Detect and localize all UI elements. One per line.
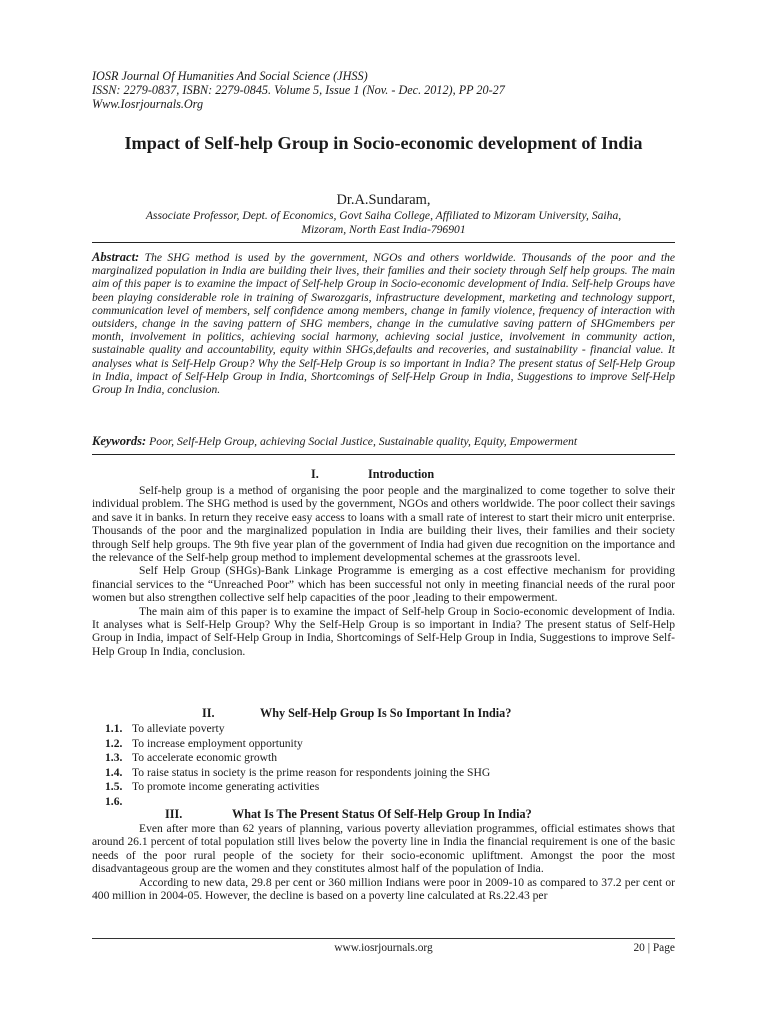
paragraph: The main aim of this paper is to examine the impact of Self-help Group in Socio-economic development of India. It analyses what is Self-Help Group? Why the Self-Help Group is so important in India? The present status of Self-Help Group in India, impact of Self-Help Group in India, Shortcomings of Self-Help Group in India, Suggestions to improve Self-Help Group In India, conclusion. bbox=[92, 604, 675, 658]
paper-title: Impact of Self-help Group in Socio-economic development of India bbox=[124, 133, 643, 153]
footer-url: www.iosrjournals.org bbox=[334, 942, 433, 954]
journal-header bbox=[92, 69, 675, 112]
list-number: 1.1. bbox=[105, 722, 123, 735]
list-text: To accelerate economic growth bbox=[132, 751, 278, 765]
section-title: Why Self-Help Group Is So Important In India? bbox=[260, 706, 512, 720]
keywords-bottom-rule bbox=[92, 454, 675, 455]
affiliation-line-2: Mizoram, North East India-796901 bbox=[301, 223, 466, 236]
paragraph: Self-help group is a method of organising the poor people and the marginalized to come together to solve their individual problem. The SHG method is used by the government, NGOs and others worldwide. The poor collect their savings and save it in banks. In return they receive easy access to loans with a small rate of interest to start their micro unit enterprise. Thousands of the poor and the marginalized population in India are building their lives, their families and their society through Self help groups. The 9th five year plan of the government of India had given due recognition on the importance and the relevance of the Self-help group method to implement developmental schemes at the grassroots level. bbox=[92, 484, 675, 565]
abstract-top-rule bbox=[92, 242, 675, 243]
list-text: To promote income generating activities bbox=[132, 780, 320, 794]
paragraph: Even after more than 62 years of planning, various poverty alleviation programmes, official estimates shows that around 26.1 percent of total population still lives below the poverty line in India the financial requirement is one of the basic needs of the poor rural people of the society for their socio-economic upliftment. Amongst the poor the most disadvantageous group are the women and they constitutes almost half of the population of India. bbox=[92, 822, 675, 876]
list-item bbox=[105, 751, 490, 766]
list-item bbox=[105, 766, 490, 781]
list-item bbox=[105, 737, 490, 752]
keywords-label: Keywords: bbox=[92, 434, 147, 448]
list-item bbox=[105, 722, 490, 737]
list-item bbox=[105, 780, 490, 795]
abstract bbox=[92, 251, 675, 397]
paper-page bbox=[92, 0, 675, 1024]
paragraph: Self Help Group (SHGs)-Bank Linkage Programme is emerging as a cost effective mechanism for providing financial services to the “Unreached Poor” which has been successful not only in meeting financial needs of the rural poor women but also strengthen collective self help capacities of the poor ,leading to their empowerment. bbox=[92, 564, 675, 605]
section-number: I. bbox=[311, 467, 319, 481]
footer-rule bbox=[92, 938, 675, 939]
reasons-list bbox=[105, 722, 490, 810]
list-number: 1.6. bbox=[105, 794, 123, 808]
list-number: 1.2. bbox=[105, 736, 123, 750]
journal-issn: ISSN: 2279-0837, ISBN: 2279-0845. Volume 5, Issue 1 (Nov. - Dec. 2012), PP 20-27 bbox=[92, 83, 505, 98]
paper-author: Dr.A.Sundaram, bbox=[336, 192, 431, 208]
page-number: 20 | Page bbox=[633, 942, 675, 954]
present-status-body bbox=[92, 822, 675, 902]
introduction-body bbox=[92, 484, 675, 658]
list-text: To alleviate poverty bbox=[132, 722, 225, 735]
list-number: 1.4. bbox=[105, 765, 123, 779]
section-number: II. bbox=[202, 706, 215, 720]
affiliation-line-1: Associate Professor, Dept. of Economics, Govt Saiha College, Affiliated to Mizoram University, Saiha, bbox=[145, 209, 622, 222]
abstract-label: Abstract: bbox=[92, 250, 140, 264]
abstract-text: The SHG method is used by the government, NGOs and others worldwide. Thousands of the poor and the marginalized population in India are building their lives, their families and their society through Self help groups. The main aim of this paper is to examine the impact of Self-help Group in Socio-economic development of India. Self-help Groups have been playing considerable role in training of Swarozgaris, infrastructure development, marketing and technology support, communication level of members, self confidence among members, change in family violence, frequency of interaction with outsiders, change in the saving pattern of SHG members, change in the cumulative saving pattern of SHGmembers per month, involvement in politics, achieving social harmony, achieving social justice, involvement in community action, sustainable quality and accountability, equity within SHGs,defaults and recoveries, and sustainability - financial value. It analyses what is Self-Help Group? Why the Self-Help Group is so important in India? The present status of Self-Help Group in India, impact of Self-Help Group in India, Shortcomings of Self-Help Group in India, Suggestions to improve Self-Help Group In India, conclusion. bbox=[92, 252, 675, 397]
list-number: 1.5. bbox=[105, 780, 123, 794]
section-title: What Is The Present Status Of Self-Help Group In India? bbox=[232, 807, 532, 821]
section-number: III. bbox=[165, 807, 183, 821]
list-number: 1.3. bbox=[105, 751, 123, 765]
section-title: Introduction bbox=[368, 467, 435, 481]
keywords-text: Poor, Self-Help Group, achieving Social Justice, Sustainable quality, Equity, Empowerment bbox=[149, 435, 578, 448]
journal-name: IOSR Journal Of Humanities And Social Science (JHSS) bbox=[92, 69, 368, 83]
list-text: To increase employment opportunity bbox=[132, 736, 303, 750]
author-affiliation bbox=[92, 209, 675, 237]
list-text: To raise status in society is the prime reason for respondents joining the SHG bbox=[132, 765, 491, 779]
paragraph: According to new data, 29.8 per cent or 360 million Indians were poor in 2009-10 as compared to 37.2 per cent or 400 million in 2004-05. However, the decline is based on a poverty line calculated at Rs.22.43 per bbox=[92, 875, 675, 903]
keywords bbox=[92, 434, 675, 449]
journal-website: Www.Iosrjournals.Org bbox=[92, 97, 204, 112]
